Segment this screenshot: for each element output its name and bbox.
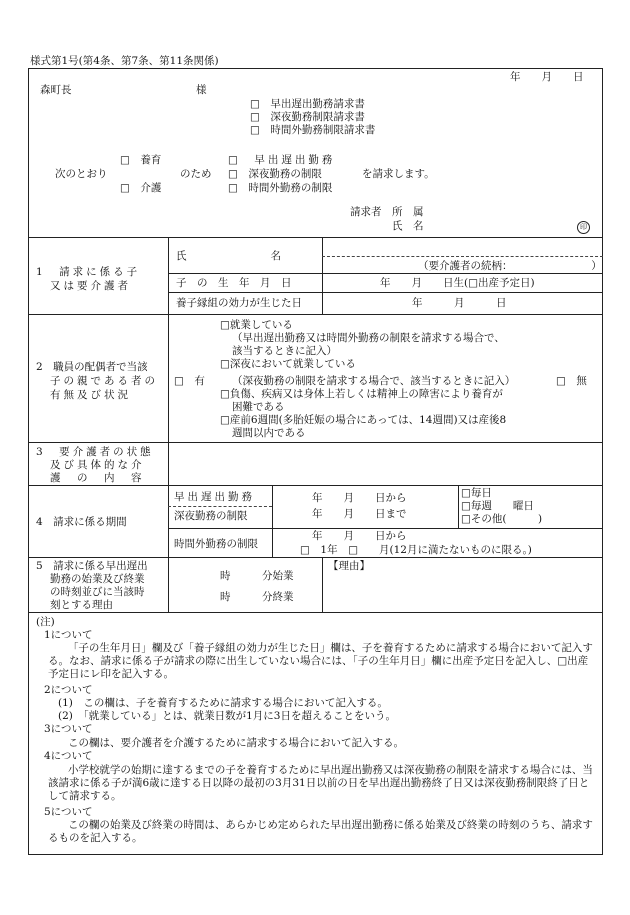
s2-label-1: 2 職員の配偶者で当該 xyxy=(36,361,148,373)
title-overtime-limit[interactable]: □ 時間外勤務制限請求書 xyxy=(250,124,376,136)
s2-opt-working-note1: （早出遅出勤務又は時間外勤務の制限を請求する場合で、 xyxy=(232,332,505,344)
divider-notes-top xyxy=(28,612,603,613)
s2-label-2: 子の親である者の xyxy=(50,375,158,387)
s3-label-2: 及び具体的な介 xyxy=(50,459,145,471)
date-field[interactable]: 年 月 日 xyxy=(510,71,584,83)
s1-adopt-field[interactable]: 年 月 日 xyxy=(412,297,507,309)
addressee: 森町長 xyxy=(40,84,72,96)
request-text: を請求します。 xyxy=(362,168,435,180)
s4-freq-weekly[interactable]: □毎週 曜日 xyxy=(461,500,534,512)
s2-opt-pregnancy[interactable]: □産前6週間(多胎妊娠の場合にあっては、14週間)又は産後8 xyxy=(220,414,507,426)
dept-label: 所 属 xyxy=(392,206,424,218)
s1-birth-label: 子 の 生 年 月 日 xyxy=(176,277,292,289)
s2-opt-working[interactable]: □就業している xyxy=(220,319,293,331)
s2-checkbox-no[interactable]: □ 無 xyxy=(556,375,587,387)
note5-head: 5について xyxy=(44,806,93,818)
s2-opt-night-working[interactable]: □深夜において就業している xyxy=(220,358,356,370)
name-label: 氏 名 xyxy=(392,220,424,232)
note5-text: この欄の始業及び終業の時間は、あらかじめ定められた早出遅出勤務に係る始業及び終業の時刻のうち、請求するものを記入する。 xyxy=(48,819,593,845)
s5-reason-label: 【理由】 xyxy=(328,560,370,572)
s4-early-label: 早出遅出勤務 xyxy=(174,491,255,503)
note4-head: 4について xyxy=(44,750,93,762)
s5-label-1: 5 請求に係る早出遅出 xyxy=(36,560,148,572)
addressee-sama: 様 xyxy=(196,84,207,96)
divider-s1-top xyxy=(28,237,603,238)
s1-label-2: 又は要介護者 xyxy=(50,280,131,292)
s4-night-label: 深夜勤務の制限 xyxy=(174,510,248,522)
s3-label-1: 3 要介護者の状態 xyxy=(36,446,154,458)
note2-item2: (2) 「就業している」とは、就業日数が1月に3日を超えることをいう。 xyxy=(58,710,396,722)
s4-freq-other[interactable]: □その他( ) xyxy=(461,513,543,525)
note2-item1: (1) この欄は、子を養育するために請求する場合において記入する。 xyxy=(58,697,388,709)
s3-label-3: 護 の 内 容 xyxy=(50,472,145,484)
checkbox-care-child[interactable]: □ 養育 xyxy=(120,154,162,166)
s4-from-date[interactable]: 年 月 日から xyxy=(312,492,407,504)
note3-text: この欄は、要介護者を介護するために請求する場合において記入する。 xyxy=(68,737,404,749)
requester-label: 請求者 xyxy=(350,206,382,218)
request-prefix: 次のとおり xyxy=(55,168,108,180)
notes-head: (注) xyxy=(36,616,55,628)
label-column-divider xyxy=(168,237,169,612)
divider-s4-top xyxy=(28,485,603,486)
form-number: 様式第1号(第4条、第7条、第11条関係) xyxy=(30,55,219,67)
s1-relation-field[interactable]: （要介護者の続柄： ） xyxy=(418,260,602,272)
s1-adopt-label: 養子縁組の効力が生じた日 xyxy=(176,297,302,309)
s5-label-3: の時刻並びに当該時 xyxy=(50,586,145,598)
note4-text: 小学校就学の始期に達するまでの子を養育するために早出遅出勤務又は深夜勤務の制限を請求する場合には、当該請求に係る子が満6歳に達する日以降の最初の3月31日以前の日を早出遅出勤務終了日又は深夜勤務制限終了日として請求する。 xyxy=(48,764,593,803)
s4-overtime-label: 時間外勤務の制限 xyxy=(174,538,258,550)
s4-to-date[interactable]: 年 月 日まで xyxy=(312,508,407,520)
divider-s5-top xyxy=(28,557,603,558)
note1-head: 1について xyxy=(44,629,93,641)
s1-birth-field[interactable]: 年 月 日生(□出産予定日) xyxy=(380,277,535,289)
note1-text: 「子の生年月日」欄及び「養子縁組の効力が生じた日」欄は、子を養育するために請求する場合において記入する。なお、請求に係る子が請求の際に出生していない場合には、「子の生年月日」欄に出産予定日を記入し、□出産予定日にレ印を記入する。 xyxy=(48,642,593,681)
type-night-limit[interactable]: □ 深夜勤務の制限 xyxy=(228,168,322,180)
s4-label: 4 請求に係る期間 xyxy=(36,516,127,528)
s2-opt-night-note: （深夜勤務の制限を請求する場合で、該当するときに記入） xyxy=(232,375,516,387)
title-night-limit[interactable]: □ 深夜勤務制限請求書 xyxy=(250,111,365,123)
s5-end-time[interactable]: 時 分終業 xyxy=(220,591,294,603)
s4-ot-period[interactable]: □ 1年 □ 月(12月に満たないものに限る。) xyxy=(300,544,532,556)
s1-label-1: 1 請求に係る子 xyxy=(36,266,141,278)
s2-opt-disability[interactable]: □負傷、疾病又は身体上若しくは精神上の障害により養育が xyxy=(220,388,503,400)
s2-opt-working-note2: 該当するときに記入） xyxy=(232,345,337,357)
checkbox-care-nursing[interactable]: □ 介護 xyxy=(120,182,162,194)
s5-start-time[interactable]: 時 分始業 xyxy=(220,570,294,582)
type-overtime-limit[interactable]: □ 時間外勤務の制限 xyxy=(228,182,333,194)
title-early-late[interactable]: □ 早出遅出勤務請求書 xyxy=(250,98,365,110)
seal-mark: 印 xyxy=(577,221,590,234)
s5-label-4: 刻とする理由 xyxy=(50,599,113,611)
s2-label-3: 有無及び状況 xyxy=(50,389,131,401)
s4-ot-from-date[interactable]: 年 月 日から xyxy=(312,530,407,542)
s2-opt-disability-note: 困難である xyxy=(232,401,285,413)
note3-head: 3について xyxy=(44,723,93,735)
s1-name-label: 氏 名 xyxy=(176,250,281,262)
s2-checkbox-yes[interactable]: □ 有 xyxy=(174,375,205,387)
s4-freq-daily[interactable]: □毎日 xyxy=(461,487,492,499)
divider-s2-top xyxy=(28,314,603,315)
s5-label-2: 勤務の始業及び終業 xyxy=(50,573,145,585)
type-early-late[interactable]: □ 早出遅出勤務 xyxy=(228,154,336,166)
s3-care-content-field[interactable] xyxy=(169,443,602,484)
note2-head: 2について xyxy=(44,684,93,696)
tame-text: のため xyxy=(180,168,212,180)
s2-opt-pregnancy-note: 週間以内である xyxy=(232,427,306,439)
